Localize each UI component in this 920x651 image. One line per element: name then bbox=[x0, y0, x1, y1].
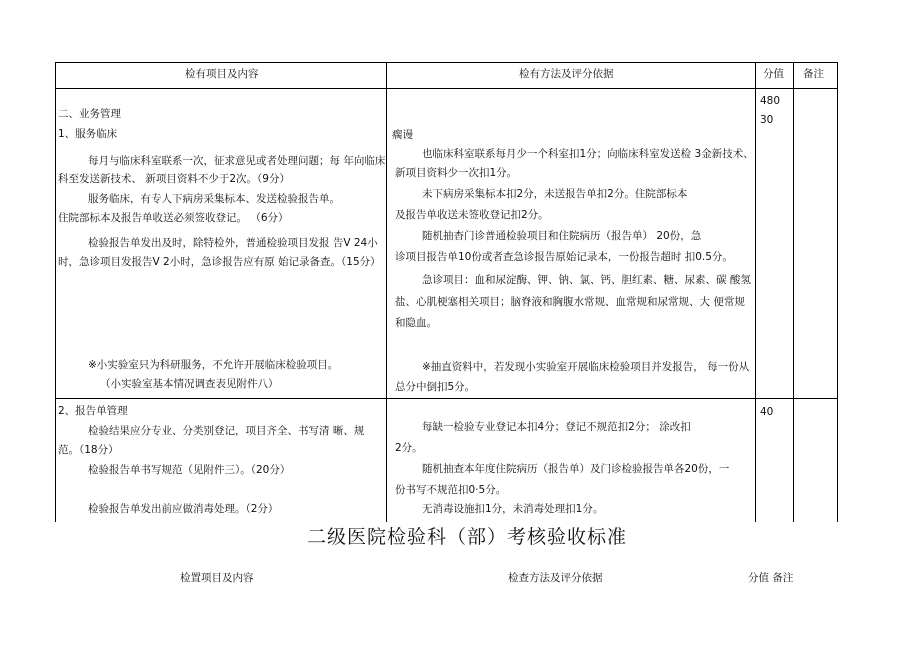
method-line: 2分。 bbox=[395, 442, 423, 454]
requirement-line: 时，急诊项目发报告V 2小时，急诊报告应有原 始记录备查。（15分） bbox=[58, 256, 381, 268]
requirement-line: 检验报告单书写规范（见附件三）。（20分） bbox=[88, 464, 291, 476]
method-line: 每缺一检验专业登记本扣4分；登记不规范扣2分； 涂改扣 bbox=[422, 421, 691, 433]
requirement-line: 每月与临床科室联系一次，征求意见或者处理问题；每 年向临床 bbox=[88, 155, 386, 167]
requirement-line: 范。（18分） bbox=[58, 444, 119, 456]
header-score: 分值 bbox=[763, 68, 784, 80]
requirement-line: 住院部标本及报告单收送必须签收登记。 （6分） bbox=[58, 212, 289, 224]
next-header-method: 检查方法及评分依据 bbox=[508, 572, 603, 584]
header-bottom-border bbox=[55, 88, 838, 89]
method-line: 随机抽杳门诊普通检验项目和住院病历（报告单） 20份，急 bbox=[422, 230, 702, 242]
method-line: ※抽直资料中，若发现小实验室开展临床检验项目并发报告， 每一份从 bbox=[422, 361, 750, 373]
score-value: 480 bbox=[760, 95, 781, 107]
header-items-content: 检有项目及内容 bbox=[185, 68, 259, 80]
section-title: 二、业务管理 bbox=[58, 108, 121, 120]
method-line: 新项目资料少一次扣1分。 bbox=[395, 167, 518, 179]
requirement-line: 科至发送新技术、 新项目资料不少于2次。（9分） bbox=[58, 173, 290, 185]
method-line: 诊项目报告单10份或者查急诊报告原始记录本，一份报告超时 扣0.5分。 bbox=[395, 251, 733, 263]
method-line: 无消毒设施扣1分，未消毒处理扣1分。 bbox=[422, 503, 604, 515]
score-value: 40 bbox=[760, 406, 774, 418]
method-line: 瘸谩 bbox=[392, 129, 413, 141]
requirement-line: 检验结果应分专业、分类别登记，项目齐全、书写清 晰、规 bbox=[88, 425, 365, 437]
col-divider-2 bbox=[755, 62, 756, 522]
table-left-border bbox=[55, 62, 56, 522]
next-header-score-remarks: 分值 备注 bbox=[748, 572, 794, 584]
subsection-title: 1、服务临床 bbox=[58, 128, 118, 140]
col-divider-3 bbox=[793, 62, 794, 522]
table-top-border bbox=[55, 62, 838, 63]
method-line: 盐、心肌梗塞相关项目；脑脊液和胸腹水常规、血常规和尿常规、大 便常规 bbox=[395, 296, 745, 308]
header-remarks: 备注 bbox=[803, 68, 824, 80]
score-value: 30 bbox=[760, 114, 774, 126]
row1-bottom-border bbox=[55, 398, 838, 399]
document-title: 二级医院检验科（部）考核验收标准 bbox=[307, 526, 628, 548]
next-header-items: 检置项目及内容 bbox=[180, 572, 254, 584]
method-line: 急诊项目：血和尿淀酶、钾、钠、氯、钙、胆红素、糖、尿素、碳 酸氢 bbox=[422, 274, 751, 286]
requirement-line: 检验报告单发出及时，除特检外，普通检验项目发报 告V 24小 bbox=[88, 237, 378, 249]
requirement-line: 检验报告单发出前应做消毒处理。（2分） bbox=[88, 503, 279, 515]
col-divider-1 bbox=[386, 62, 387, 522]
requirement-line: 服务临床，有专人下病房采集标本、发送检验报告单。 bbox=[88, 193, 340, 205]
method-line: 总分中倒扣5分。 bbox=[395, 381, 476, 393]
method-line: 份书写不规范扣0·5分。 bbox=[395, 484, 507, 496]
method-line: 随机抽查本年度住院病历（报告单）及门诊检验报告单各20份，一 bbox=[422, 463, 730, 475]
header-method-basis: 检有方法及评分依据 bbox=[519, 68, 614, 80]
subsection-title: 2、报告单管理 bbox=[58, 405, 128, 417]
note-line: ※小实验室只为科研服务，不允许开展临床检验项目。 bbox=[88, 359, 339, 371]
table-right-border bbox=[837, 62, 838, 522]
method-line: 及报告单收送未签收登记扣2分。 bbox=[395, 209, 549, 221]
method-line: 也临床科室联系每月少一个科室扣1分；向临床科室发送检 3金新技术、 bbox=[422, 148, 754, 160]
method-line: 和隐血。 bbox=[395, 317, 437, 329]
method-line: 未下病房采集标本扣2分，未送报告单扣2分。住院部标本 bbox=[422, 188, 688, 200]
note-line: （小实验室基本情况调查表见附件八） bbox=[100, 378, 279, 390]
